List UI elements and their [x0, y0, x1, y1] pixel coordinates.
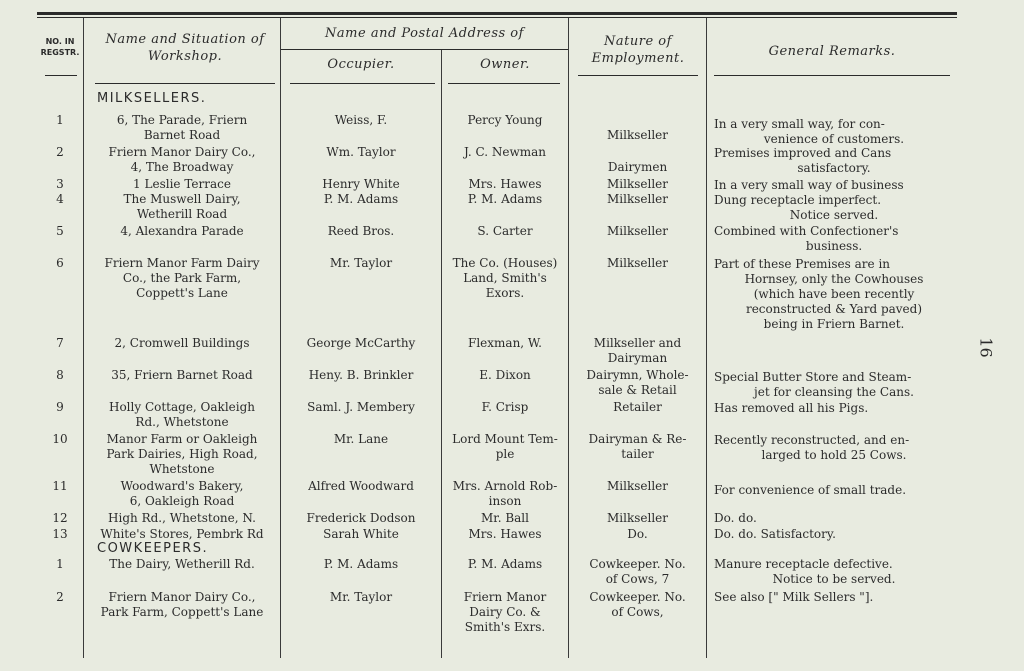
header-rule-ws [95, 83, 275, 84]
row-occ-text: Mr. Lane [333, 432, 389, 446]
row-nat-text: Retailer [613, 400, 662, 414]
row-own-text: Mr. Ball [481, 511, 529, 525]
row-occ-text: P. M. Adams [323, 192, 399, 206]
address-group-rule [281, 49, 568, 50]
row-rem-text: Dung receptacle imperfect. [714, 193, 882, 207]
row-number: 10 [52, 432, 68, 446]
row-rem-text: Do. do. [714, 511, 757, 525]
row-rem-text: being in Friern Barnet. [763, 317, 905, 331]
header-rule-own [448, 83, 560, 84]
row-ws-text: 1 Leslie Terrace [133, 177, 231, 191]
top-rule-thin [37, 17, 957, 18]
row-nat-text: Milkseller and [593, 336, 682, 350]
row-ws-text: 4, Alexandra Parade [120, 224, 244, 238]
row-rem-text: Manure receptacle defective. [714, 557, 893, 571]
row-own-text: Flexman, W. [468, 336, 542, 350]
row-own-text: Smith's Exrs. [464, 620, 546, 634]
row-number: 11 [52, 479, 68, 493]
row-ws-text: Whetstone [149, 462, 215, 476]
row-nat-text: Dairymen [607, 160, 668, 174]
row-nat-text: of Cows, [611, 605, 664, 619]
row-occ-text: Frederick Dodson [306, 511, 416, 525]
row-own-text: F. Crisp [481, 400, 529, 414]
row-nat-text: Do. [627, 527, 648, 541]
row-rem-text: Combined with Confectioner's [714, 224, 899, 238]
row-rem-text: For convenience of small trade. [714, 483, 907, 497]
row-rem-text: Premises improved and Cans [714, 146, 892, 160]
row-number: 1 [56, 557, 64, 571]
row-rem-text: (which have been recently [753, 287, 915, 301]
row-nat-text: tailer [621, 447, 654, 461]
header-employment: Nature of Employment. [591, 34, 685, 66]
row-number: 12 [52, 511, 68, 525]
row-number: 5 [56, 224, 64, 238]
header-owner: Owner. [480, 57, 530, 72]
row-own-text: The Co. (Houses) [452, 256, 558, 270]
row-ws-text: Friern Manor Farm Dairy [104, 256, 260, 270]
row-ws-text: Barnet Road [143, 128, 221, 142]
row-number: 13 [52, 527, 68, 541]
row-occ-text: Wm. Taylor [326, 145, 396, 159]
row-nat-text: Cowkeeper. No. [589, 590, 686, 604]
row-rem-text: jet for cleansing the Cans. [754, 385, 914, 399]
row-rem-text: business. [805, 239, 863, 253]
row-ws-text: Friern Manor Dairy Co., [108, 145, 256, 159]
row-nat-text: Dairyman & Re- [588, 432, 687, 446]
row-nat-text: Dairymn, Whole- [586, 368, 689, 382]
header-workshop: Name and Situation of Workshop. [105, 32, 265, 64]
row-number: 3 [56, 177, 64, 191]
row-ws-text: Holly Cottage, Oakleigh [108, 400, 256, 414]
row-own-text: Exors. [485, 286, 525, 300]
row-ws-text: Park Farm, Coppett's Lane [100, 605, 264, 619]
row-occ-text: Heny. B. Brinkler [308, 368, 414, 382]
row-number: 7 [56, 336, 64, 350]
header-rule-nat [578, 75, 698, 76]
row-ws-text: Woodward's Bakery, [120, 479, 244, 493]
row-own-text: Percy Young [467, 113, 543, 127]
row-rem-text: Special Butter Store and Steam- [714, 370, 912, 384]
row-occ-text: Sarah White [323, 527, 399, 541]
header-rule-occ [290, 83, 435, 84]
row-own-text: Dairy Co. & [469, 605, 541, 619]
row-rem-text: Do. do. Satisfactory. [714, 527, 836, 541]
row-ws-text: Friern Manor Dairy Co., [108, 590, 256, 604]
row-ws-text: The Dairy, Wetherill Rd. [109, 557, 255, 571]
row-occ-text: Saml. J. Membery [307, 400, 415, 414]
header-remarks: General Remarks. [768, 44, 896, 59]
row-rem-text: venience of customers. [763, 132, 905, 146]
row-ws-text: Wetherill Road [136, 207, 228, 221]
row-number: 1 [56, 113, 64, 127]
top-rule [37, 12, 957, 15]
row-occ-text: Mr. Taylor [329, 256, 393, 270]
row-own-text: Mrs. Arnold Rob- [452, 479, 558, 493]
row-occ-text: Weiss, F. [334, 113, 388, 127]
row-nat-text: Milkseller [606, 256, 668, 270]
row-nat-text: Milkseller [606, 177, 668, 191]
row-number: 6 [56, 256, 64, 270]
row-own-text: Mrs. Hawes [468, 527, 542, 541]
row-number: 2 [56, 145, 64, 159]
row-nat-text: Milkseller [606, 224, 668, 238]
row-own-text: E. Dixon [479, 368, 531, 382]
row-own-text: P. M. Adams [467, 192, 543, 206]
row-nat-text: Milkseller [606, 192, 668, 206]
header-number: NO. IN REGSTR. [40, 37, 80, 57]
header-occupier: Occupier. [327, 57, 395, 72]
row-rem-text: Hornsey, only the Cowhouses [744, 272, 924, 286]
row-rem-text: See also [" Milk Sellers "]. [714, 590, 874, 604]
row-nat-text: sale & Retail [598, 383, 677, 397]
row-own-text: Lord Mount Tem- [452, 432, 558, 446]
row-rem-text: Part of these Premises are in [714, 257, 891, 271]
row-occ-text: Mr. Taylor [329, 590, 393, 604]
row-own-text: Friern Manor [463, 590, 547, 604]
section-cowkeepers: COWKEEPERS. [97, 541, 209, 556]
row-ws-text: 6, The Parade, Friern [116, 113, 248, 127]
row-ws-text: Rd., Whetstone [135, 415, 229, 429]
row-own-text: inson [488, 494, 522, 508]
row-own-text: P. M. Adams [467, 557, 543, 571]
row-rem-text: reconstructed & Yard paved) [745, 302, 923, 316]
section-milksellers: MILKSELLERS. [97, 91, 207, 106]
row-nat-text: Milkseller [606, 479, 668, 493]
row-ws-text: White's Stores, Pembrk Rd [100, 527, 264, 541]
page-number: 16 [976, 337, 996, 358]
row-rem-text: Has removed all his Pigs. [714, 401, 869, 415]
row-own-text: ple [495, 447, 515, 461]
row-rem-text: In a very small way of business [714, 178, 904, 192]
row-ws-text: 4, The Broadway [130, 160, 234, 174]
row-ws-text: Manor Farm or Oakleigh [106, 432, 258, 446]
header-rule-num [45, 75, 77, 76]
row-rem-text: In a very small way, for con- [714, 117, 885, 131]
row-ws-text: 2, Cromwell Buildings [114, 336, 250, 350]
row-rem-text: Notice to be served. [772, 572, 896, 586]
row-ws-text: 35, Friern Barnet Road [111, 368, 253, 382]
row-occ-text: Alfred Woodward [308, 479, 414, 493]
row-own-text: Land, Smith's [463, 271, 547, 285]
row-number: 2 [56, 590, 64, 604]
row-number: 4 [56, 192, 64, 206]
row-ws-text: Park Dairies, High Road, [106, 447, 258, 461]
row-number: 8 [56, 368, 64, 382]
row-number: 9 [56, 400, 64, 414]
row-ws-text: High Rd., Whetstone, N. [108, 511, 256, 525]
row-own-text: Mrs. Hawes [468, 177, 542, 191]
row-ws-text: Co., the Park Farm, [122, 271, 242, 285]
row-rem-text: satisfactory. [797, 161, 871, 175]
row-rem-text: larged to hold 25 Cows. [761, 448, 907, 462]
row-nat-text: Dairyman [607, 351, 668, 365]
col-line-5 [706, 18, 707, 658]
row-rem-text: Notice served. [789, 208, 879, 222]
row-own-text: J. C. Newman [463, 145, 547, 159]
row-nat-text: of Cows, 7 [605, 572, 670, 586]
row-rem-text: Recently reconstructed, and en- [714, 433, 910, 447]
row-occ-text: George McCarthy [306, 336, 416, 350]
row-ws-text: 6, Oakleigh Road [129, 494, 235, 508]
row-occ-text: Reed Bros. [327, 224, 395, 238]
row-occ-text: Henry White [322, 177, 400, 191]
row-nat-text: Cowkeeper. No. [589, 557, 686, 571]
row-nat-text: Milkseller [606, 511, 668, 525]
row-ws-text: Coppett's Lane [136, 286, 228, 300]
header-address-group: Name and Postal Address of [325, 26, 524, 41]
row-own-text: S. Carter [477, 224, 533, 238]
row-nat-text: Milkseller [606, 128, 668, 142]
row-occ-text: P. M. Adams [323, 557, 399, 571]
row-ws-text: The Muswell Dairy, [123, 192, 241, 206]
header-rule-rem [714, 75, 950, 76]
